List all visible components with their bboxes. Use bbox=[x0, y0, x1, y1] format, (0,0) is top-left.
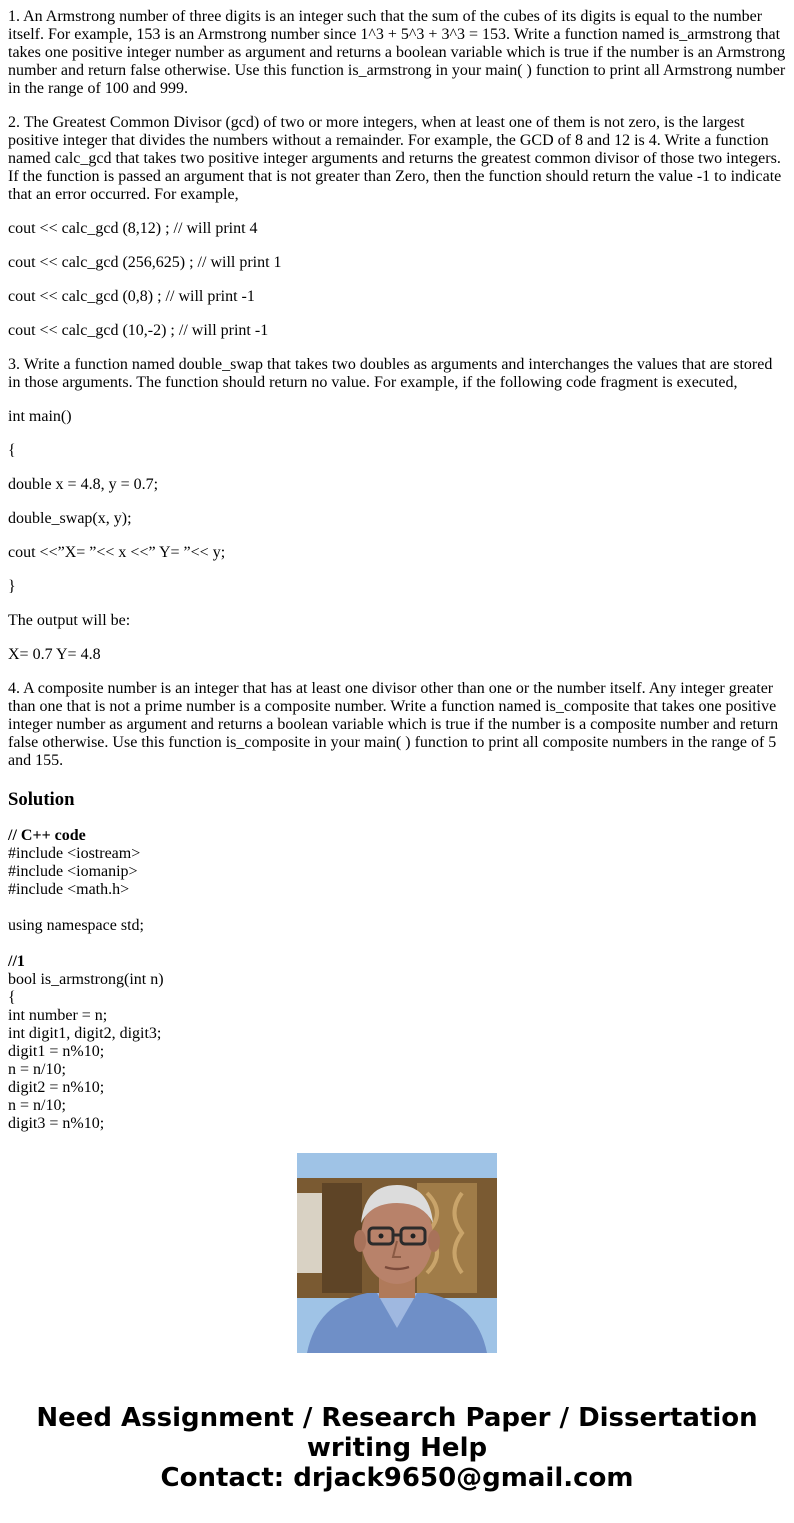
document-content bbox=[8, 0, 790, 1132]
code-line: #include <iomanip> bbox=[8, 863, 138, 880]
code-line bbox=[8, 935, 788, 953]
code-line: using namespace std; bbox=[8, 917, 144, 934]
problem-paragraph: double_swap(x, y); bbox=[8, 510, 132, 527]
problem-paragraph: 1. An Armstrong number of three digits is an integer such that the sum of the cubes of its digits is equal to the number itself. For example, 153 is an Armstrong number since 1^3 + 5^3 + 3^3 = 153. Write a function named is_armstrong that takes one positive integer number as argument and returns a boolean variable which is true if the number is an Armstrong number and return false otherwise. Use this function is_armstrong in your main( ) function to print all Armstrong number in the range of 100 and 999. bbox=[8, 8, 790, 97]
code-line: digit3 = n%10; bbox=[8, 1115, 105, 1132]
problem-paragraph: double x = 4.8, y = 0.7; bbox=[8, 476, 159, 493]
code-line: // C++ code bbox=[8, 827, 86, 844]
problem-paragraph: 4. A composite number is an integer that has at least one divisor other than one or the number itself. Any integer greater than one that is not a prime number is a composite number. Write a function named is_composite that takes one positive integer number as argument and returns a boolean variable which is true if the number is a composite number and return false otherwise. Use this function is_composite in your main( ) function to print all composite numbers in the range of 5 and 155. bbox=[8, 680, 783, 769]
problem-paragraph: { bbox=[8, 442, 16, 459]
code-line: digit1 = n%10; bbox=[8, 1043, 105, 1060]
code-line: digit2 = n%10; bbox=[8, 1079, 105, 1096]
solution-code bbox=[8, 827, 788, 1133]
footer-line-1: Need Assignment / Research Paper / Dissertation bbox=[36, 1403, 758, 1433]
author-photo bbox=[297, 1153, 497, 1353]
code-line: bool is_armstrong(int n) bbox=[8, 971, 164, 988]
code-line: int digit1, digit2, digit3; bbox=[8, 1025, 162, 1042]
code-line: #include <iostream> bbox=[8, 845, 141, 862]
problem-paragraph: } bbox=[8, 578, 16, 595]
code-line bbox=[8, 899, 788, 917]
problem-paragraph: The output will be: bbox=[8, 612, 131, 629]
problem-paragraph: cout << calc_gcd (8,12) ; // will print 4 bbox=[8, 220, 258, 237]
footer-line-2: writing Help bbox=[306, 1433, 488, 1463]
problem-paragraph: cout << calc_gcd (0,8) ; // will print -1 bbox=[8, 288, 255, 305]
footer-banner bbox=[0, 1403, 794, 1493]
code-line: //1 bbox=[8, 953, 25, 970]
problem-paragraph: 2. The Greatest Common Divisor (gcd) of two or more integers, when at least one of them is not zero, is the largest positive integer that divides the numbers without a remainder. For example, the GCD of 8 and 12 is 4. Write a function named calc_gcd that takes two positive integer arguments and returns the greatest common divisor of those two integers. If the function is passed an argument that is not greater than Zero, then the function should return the value -1 to indicate that an error occurred. For example, bbox=[8, 114, 786, 203]
code-line: n = n/10; bbox=[8, 1061, 66, 1078]
problem-paragraph: cout << calc_gcd (10,-2) ; // will print -1 bbox=[8, 322, 269, 339]
code-line: n = n/10; bbox=[8, 1097, 66, 1114]
problem-paragraph: cout << calc_gcd (256,625) ; // will print 1 bbox=[8, 254, 282, 271]
problem-paragraph: 3. Write a function named double_swap that takes two doubles as arguments and interchanges the values that are stored in those arguments. The function should return no value. For example, if the following code fragment is executed, bbox=[8, 356, 777, 391]
code-line: { bbox=[8, 989, 16, 1006]
problem-paragraph: X= 0.7 Y= 4.8 bbox=[8, 646, 101, 663]
problem-paragraph: cout <<”X= ”<< x <<” Y= ”<< y; bbox=[8, 544, 226, 561]
problem-list bbox=[8, 8, 788, 770]
footer-contact: Contact: drjack9650@gmail.com bbox=[160, 1463, 634, 1493]
solution-heading: Solution bbox=[8, 789, 75, 810]
code-line: int number = n; bbox=[8, 1007, 108, 1024]
problem-paragraph: int main() bbox=[8, 408, 72, 425]
code-line: #include <math.h> bbox=[8, 881, 130, 898]
